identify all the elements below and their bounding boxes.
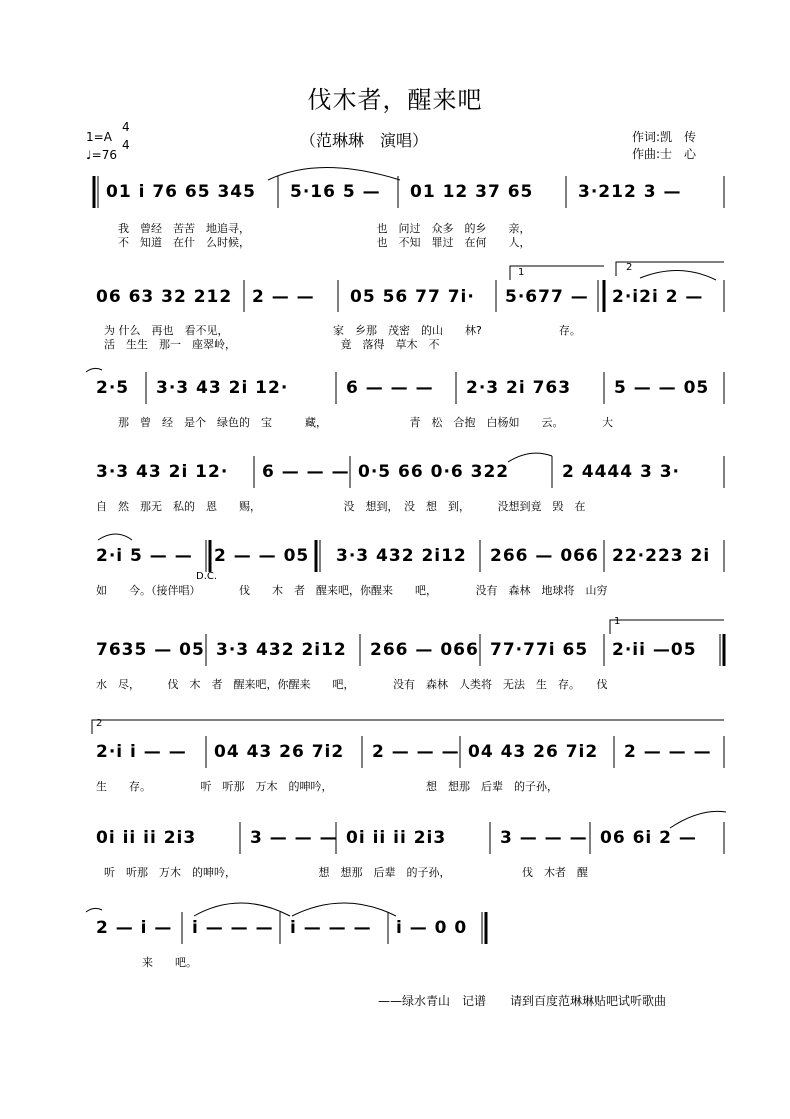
lyrics-8: 听 听那 万木 的呻吟， 想 想那 后辈 的子孙， 伐 木者 醒 bbox=[104, 866, 588, 879]
ending-bracket-6-label: 1 bbox=[614, 616, 621, 627]
measure-5-1: 2·i 5 — — bbox=[96, 546, 193, 566]
measure-5-4: 266 — 066 bbox=[490, 546, 599, 566]
ending-bracket-2-label: 2 bbox=[626, 262, 633, 273]
time-signature-bottom: 4 bbox=[122, 138, 130, 152]
measure-3-2: 3·3 43 2i 12· bbox=[156, 378, 289, 398]
measure-6-4: 77·77i 65 bbox=[490, 640, 589, 660]
measure-8-1: 0i ii ii 2i3 bbox=[96, 828, 197, 848]
measure-9-3: i — — — bbox=[290, 918, 372, 938]
lyrics-9: 来 吧。 bbox=[142, 956, 197, 969]
measure-1-3: 01 12 37 65 bbox=[410, 182, 534, 202]
measure-5-2: 2 — — 05 bbox=[214, 546, 310, 566]
measure-2-1: 06 63 32 212 bbox=[96, 287, 233, 307]
measure-9-4: i — 0 0 bbox=[396, 918, 468, 938]
measure-6-1: 7635 — 05 bbox=[96, 640, 205, 660]
measure-7-1: 2·i i — — bbox=[96, 742, 187, 762]
measure-8-4: 3 — — — bbox=[500, 828, 588, 848]
song-title: 伐木者，醒来吧 bbox=[307, 86, 483, 114]
measure-8-5: 06 6i 2 — bbox=[600, 828, 697, 848]
key-signature: 1=A bbox=[86, 130, 112, 144]
lyrics-3: 那 曾 经 是个 绿色的 宝 藏， 青 松 合抱 白杨如 云。 大 bbox=[118, 416, 613, 429]
measure-3-4: 2·3 2i 763 bbox=[466, 378, 572, 398]
measure-6-2: 3·3 432 2i12 bbox=[216, 640, 347, 660]
lyrics-6: 水 尽， 伐 木 者 醒来吧，你醒来 吧， 没有 森林 人类将 无法 生 存。 伐 bbox=[96, 678, 608, 691]
measure-5-5: 22·223 2i bbox=[612, 546, 711, 566]
lyrics-1b: 不 知道 在什 么时候， 也 不知 罪过 在何 人， bbox=[118, 236, 531, 249]
measure-2-3: 05 56 77 7i· bbox=[350, 287, 475, 307]
measure-3-3: 6 — — — bbox=[346, 378, 434, 398]
composer-credit: 作曲:士 心 bbox=[632, 147, 697, 161]
measure-6-5: 2·ii —05 bbox=[612, 640, 697, 660]
lyrics-5: 如 今。（接伴唱） 伐 木 者 醒来吧，你醒来 吧， 没有 森林 地球将 山穷 bbox=[96, 584, 608, 597]
measure-6-3: 266 — 066 bbox=[370, 640, 479, 660]
measure-7-3: 2 — — — bbox=[372, 742, 460, 762]
measure-8-3: 0i ii ii 2i3 bbox=[346, 828, 447, 848]
measure-2-5: 2·i2i 2 — bbox=[612, 287, 704, 307]
measure-2-4: 5·677 — bbox=[505, 287, 589, 307]
measure-4-2: 6 — — — bbox=[262, 462, 350, 482]
tempo-value: =76 bbox=[91, 148, 117, 162]
measure-9-1: 2 — i — bbox=[96, 918, 173, 938]
measure-2-2: 2 — — bbox=[252, 287, 315, 307]
measure-4-4: 2 4444 3 3· bbox=[562, 462, 681, 482]
lyrics-2a: 为 什么 再也 看不见， 家 乡那 茂密 的山 林? 存。 bbox=[104, 324, 581, 337]
da-capo-marking: D.C. bbox=[196, 571, 218, 582]
measure-4-3: 0·5 66 0·6 322 bbox=[358, 462, 510, 482]
measure-8-2: 3 — — — bbox=[250, 828, 338, 848]
lyrics-2b: 活 生生 那一 座翠岭， 竟 落得 草木 不 bbox=[104, 338, 440, 351]
measure-9-2: i — — — bbox=[192, 918, 274, 938]
measure-7-2: 04 43 26 7i2 bbox=[214, 742, 345, 762]
transcriber-footer: ——绿水青山 记谱 请到百度范琳琳贴吧试听歌曲 bbox=[378, 994, 667, 1008]
quarter-note-icon: ♩ bbox=[86, 148, 92, 162]
lyrics-7: 生 存。 听 听那 万木 的呻吟， 想 想那 后辈 的子孙， bbox=[96, 780, 558, 793]
measure-7-4: 04 43 26 7i2 bbox=[468, 742, 599, 762]
measure-5-3: 3·3 432 2i12 bbox=[336, 546, 467, 566]
measure-1-2: 5·16 5 — bbox=[290, 182, 381, 202]
ending-bracket-1-label: 1 bbox=[518, 267, 525, 278]
measure-1-4: 3·212 3 — bbox=[578, 182, 682, 202]
ending-bracket-7-label: 2 bbox=[96, 718, 103, 729]
lyricist-credit: 作词:凯 传 bbox=[632, 130, 697, 144]
measure-3-5: 5 — — 05 bbox=[614, 378, 710, 398]
lyrics-4: 自 然 那无 私的 恩 赐， 没 想到， 没 想 到， 没想到竟 毁 在 bbox=[96, 500, 586, 513]
measure-1-1: 01 i 76 65 345 bbox=[106, 182, 256, 202]
measure-7-5: 2 — — — bbox=[624, 742, 712, 762]
lyrics-1a: 我 曾经 苦苦 地追寻， 也 问过 众多 的乡 亲， bbox=[118, 222, 531, 235]
measure-3-1: 2·5 bbox=[96, 378, 130, 398]
time-signature-top: 4 bbox=[122, 120, 130, 134]
song-subtitle: （范琳琳 演唱） bbox=[300, 131, 429, 150]
measure-4-1: 3·3 43 2i 12· bbox=[96, 462, 229, 482]
